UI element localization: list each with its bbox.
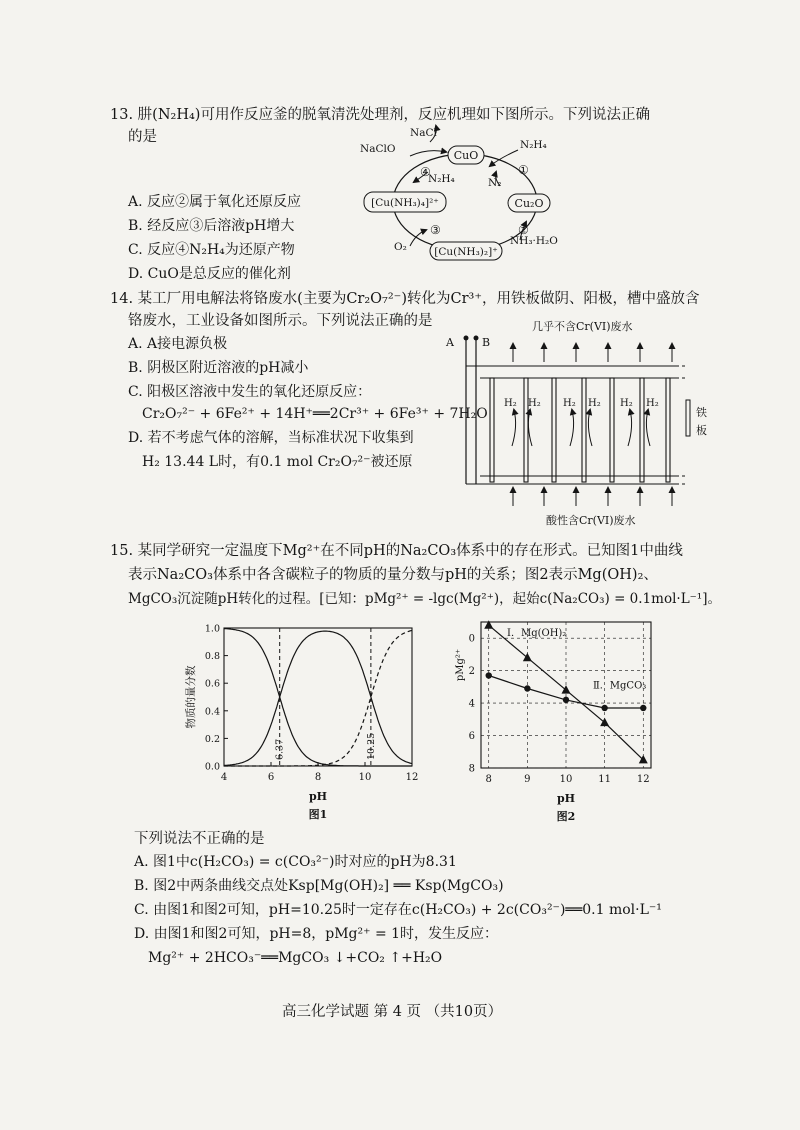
fig1-x-tick-label: 6: [267, 772, 275, 783]
q15-option-b: B. 图2中两条曲线交点处Ksp[Mg(OH)₂] ══ Ksp(MgCO₃): [134, 878, 504, 894]
fig1-y-tick-label: 0.8: [204, 651, 220, 663]
fig1-pka-annotation: 6.37: [274, 738, 286, 760]
fig2-y-tick-label: 0: [468, 633, 475, 645]
q15-option-c: C. 由图1和图2可知，pH=10.25时一定存在c(H₂CO₃) + 2c(CO₃²⁻)══0.1 mol·L⁻¹: [134, 902, 662, 918]
fig2-title: 图2: [556, 810, 576, 823]
step-4: ④: [420, 165, 431, 179]
q13-mechanism-diagram: [350, 122, 590, 282]
top-label: 几乎不含Cr(VI)废水: [532, 320, 633, 333]
fig1-plot-frame: [224, 628, 412, 766]
q14-option-d1: D. 若不考虑气体的溶解，当标准状况下收集到: [128, 430, 414, 446]
fig1-y-tick-label: 1.0: [204, 623, 220, 635]
n2h4-out-label: N₂H₄: [428, 173, 455, 185]
fig2-point-mgoh2: [600, 718, 609, 727]
naclo-label: NaClO: [360, 143, 396, 155]
bottom-label: 酸性含Cr(VI)废水: [546, 514, 636, 527]
q15-stem-line2: 表示Na₂CO₃体系中各含碳粒子的物质的量分数与pH的关系；图2表示Mg(OH)₂、: [128, 567, 658, 583]
cu2o-label: Cu₂O: [514, 197, 544, 210]
q13-option-b: B. 经反应③后溶液pH增大: [128, 218, 295, 234]
o2-label: O₂: [394, 241, 407, 253]
fig1-series-3: [224, 630, 412, 766]
q14-option-d2: H₂ 13.44 L时，有0.1 mol Cr₂O₇²⁻被还原: [142, 454, 413, 470]
n2-out-label: N₂: [488, 177, 502, 189]
q13-stem-line1: 13. 肼(N₂H₄)可用作反应釜的脱氧清洗处理剂，反应机理如下图所示。下列说法正确: [110, 107, 650, 123]
q15-option-d: D. 由图1和图2可知，pH=8，pMg²⁺ = 1时，发生反应：: [134, 926, 499, 942]
fig1-series-1: [224, 629, 412, 766]
gas-label-5: H₂: [620, 398, 633, 409]
q15-stem-line1: 15. 某同学研究一定温度下Mg²⁺在不同pH的Na₂CO₃体系中的存在形式。已知图1中曲线: [110, 543, 683, 559]
fig2-y-label: pMg²⁺: [455, 648, 466, 682]
fig2-y-tick-label: 6: [468, 731, 475, 743]
fig2-point-mgco3: [524, 685, 530, 691]
cu-nh3-4-label: [Cu(NH₃)₄]²⁺: [371, 197, 439, 209]
gas-label-1: H₂: [504, 398, 517, 409]
step-2: ②: [518, 223, 529, 237]
figure-1-chart: [180, 620, 430, 820]
fig2-x-label: pH: [556, 792, 576, 805]
iron-plate-label-b: 板: [696, 424, 707, 437]
fig1-pka-annotation: 10.25: [365, 732, 377, 760]
fig1-y-tick-label: 0.6: [204, 678, 220, 690]
fig1-series-2: [224, 631, 412, 765]
q15-option-d-equation: Mg²⁺ + 2HCO₃⁻══MgCO₃ ↓+CO₂ ↑+H₂O: [148, 950, 443, 966]
q15-prompt: 下列说法不正确的是: [134, 831, 265, 847]
fig2-x-tick-label: 12: [636, 774, 650, 785]
q15-stem-line3: MgCO₃沉淀随pH转化的过程。[已知：pMg²⁺ = -lgc(Mg²⁺)，起始c(Na₂CO₃) = 0.1mol·L⁻¹]。: [128, 591, 721, 607]
fig1-x-tick-label: 12: [405, 772, 419, 783]
fig1-x-tick-label: 8: [314, 772, 322, 783]
fig2-series-label-1: Ⅰ．Mg(OH)₂: [507, 628, 567, 639]
q13-option-c: C. 反应④N₂H₄为还原产物: [128, 242, 295, 258]
page-footer: 高三化学试题 第 4 页 （共10页）: [282, 1004, 503, 1020]
fig1-title: 图1: [308, 808, 328, 821]
fig2-point-mgco3: [563, 697, 569, 703]
step-1: ①: [518, 163, 529, 177]
gas-label-4: H₂: [588, 398, 601, 409]
fig2-point-mgco3: [486, 672, 492, 678]
fig2-point-mgco3: [640, 705, 646, 711]
fig2-y-tick-label: 8: [468, 763, 475, 775]
fig2-point-mgoh2: [562, 685, 571, 694]
q14-option-a: A. A接电源负极: [128, 336, 228, 352]
iron-plate-label-a: 铁: [696, 406, 707, 419]
q14-stem-line2: 铬废水，工业设备如图所示。下列说法正确的是: [128, 313, 433, 329]
fig2-series-label-2: Ⅱ．MgCO₃: [593, 680, 647, 692]
fig2-x-tick-label: 11: [598, 774, 612, 785]
cu-nh3-2-label: [Cu(NH₃)₂]⁺: [434, 246, 498, 258]
fig2-y-tick-label: 4: [468, 698, 475, 710]
cuo-label: CuO: [453, 149, 479, 162]
q14-option-c2: Cr₂O₇²⁻ + 6Fe²⁺ + 14H⁺══2Cr³⁺ + 6Fe³⁺ + 7H₂O: [142, 406, 488, 422]
fig2-point-mgco3: [601, 705, 607, 711]
step-3: ③: [430, 223, 441, 237]
fig1-x-tick-label: 10: [358, 772, 372, 783]
q13-stem-line2: 的是: [128, 129, 157, 145]
q15-option-a: A. 图1中c(H₂CO₃) = c(CO₃²⁻)时对应的pH为8.31: [134, 854, 457, 870]
q14-electrolysis-diagram: [440, 316, 707, 530]
gas-label-2: H₂: [528, 398, 541, 409]
q14-option-c1: C. 阳极区溶液中发生的氧化还原反应：: [128, 384, 372, 400]
q13-option-a: A. 反应②属于氧化还原反应: [128, 194, 302, 210]
fig2-x-tick-label: 8: [485, 774, 492, 785]
electrode-a: A: [446, 336, 454, 349]
q13-option-d: D. CuO是总反应的催化剂: [128, 266, 291, 282]
nh3h2o-label: NH₃·H₂O: [510, 235, 558, 247]
fig2-y-tick-label: 2: [468, 666, 475, 678]
q14-stem-line1: 14. 某工厂用电解法将铬废水(主要为Cr₂O₇²⁻)转化为Cr³⁺，用铁板做阴、阳极，槽中盛放含: [110, 291, 700, 307]
figure-2-chart: [455, 612, 655, 822]
q14-option-b: B. 阴极区附近溶液的pH减小: [128, 360, 309, 376]
fig1-y-label: 物质的量分数: [185, 665, 197, 729]
fig1-x-tick-label: 4: [220, 772, 228, 783]
gas-label-3: H₂: [563, 398, 576, 409]
fig1-y-tick-label: 0.2: [204, 733, 220, 745]
fig2-x-tick-label: 9: [524, 774, 531, 785]
electrode-b: B: [482, 336, 491, 349]
fig1-x-label: pH: [308, 790, 328, 803]
nacl-label: NaCl: [410, 127, 437, 139]
fig1-y-tick-label: 0.4: [204, 706, 220, 718]
gas-label-6: H₂: [646, 398, 659, 409]
fig1-y-tick-label: 0.0: [204, 761, 220, 773]
n2h4-in-label: N₂H₄: [520, 139, 547, 151]
fig2-x-tick-label: 10: [559, 774, 573, 785]
fig2-point-mgoh2: [523, 653, 532, 662]
